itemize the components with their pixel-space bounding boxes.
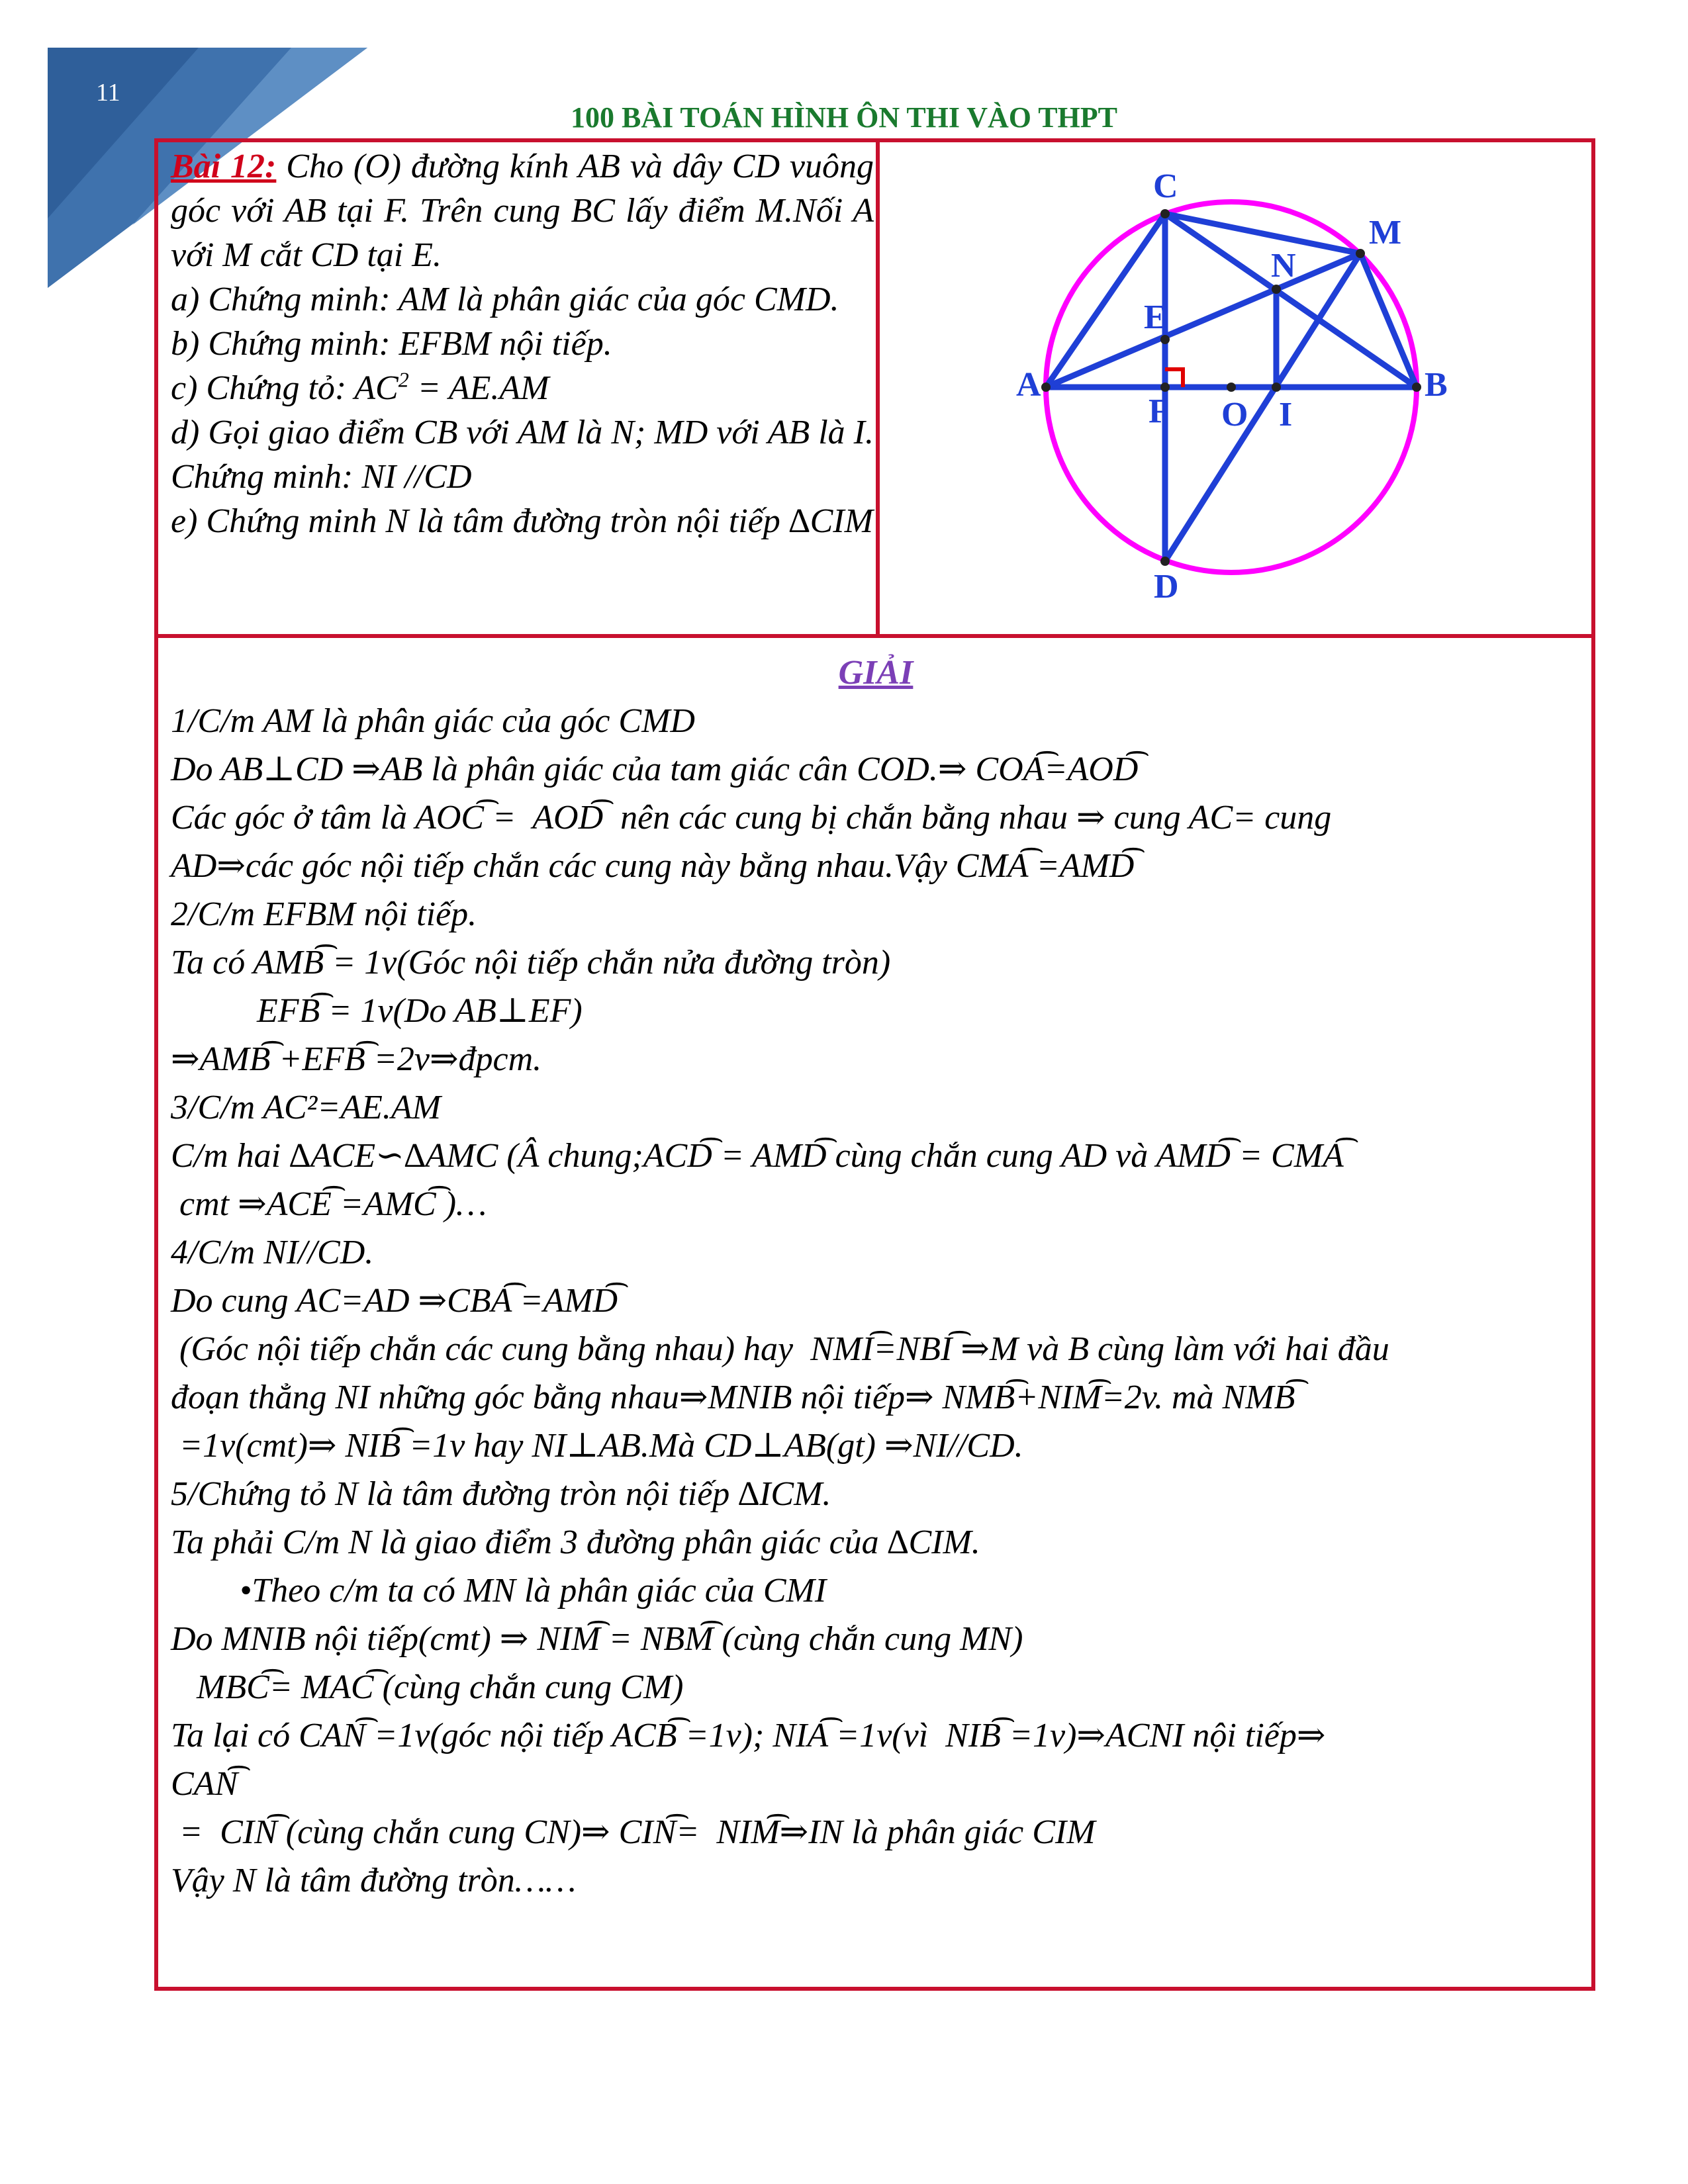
- question-d: d) Gọi giao điểm CB với AM là N; MD với AB là I. Chứng minh: NI //CD: [171, 414, 874, 496]
- solution-line: 2/C/m EFBM nội tiếp.: [171, 895, 477, 933]
- solution-line: Ta có AMB͡ = 1v(Góc nội tiếp chắn nửa đường tròn): [171, 944, 891, 981]
- point-d: [1160, 557, 1170, 566]
- question-c-exponent: 2: [398, 367, 409, 392]
- solution-line: Do cung AC=AD ⇒CBA͡ =AMD͡: [171, 1282, 618, 1320]
- solution-line: Ta phải C/m N là giao điểm 3 đường phân giác của ∆CIM.: [171, 1524, 980, 1561]
- problem-label: Bài 12:: [171, 148, 277, 185]
- solution-line: đoạn thẳng NI những góc bằng nhau⇒MNIB nội tiếp⇒ NMB͡+NIM͡=2v. mà NMB͡: [171, 1379, 1295, 1416]
- point-n: [1272, 285, 1281, 294]
- label-c: C: [1153, 167, 1178, 205]
- solution-line: ⇒AMB͡ +EFB͡ =2v⇒đpcm.: [171, 1040, 542, 1078]
- solution-lines: [171, 697, 1581, 1905]
- solution-line: 3/C/m AC²=AE.AM: [171, 1089, 441, 1126]
- solution-line: 4/C/m NI//CD.: [171, 1234, 374, 1271]
- figure-divider: [876, 138, 880, 638]
- solution-line: cmt ⇒ACE͡ =AMC͡ )…: [171, 1185, 487, 1223]
- page-number: 11: [96, 79, 120, 107]
- page-title: 100 BÀI TOÁN HÌNH ÔN THI VÀO THPT: [570, 101, 1117, 134]
- label-b: B: [1425, 366, 1448, 404]
- label-n: N: [1271, 247, 1296, 285]
- question-b: b) Chứng minh: EFBM nội tiếp.: [171, 325, 612, 363]
- point-c: [1160, 209, 1170, 218]
- point-m: [1356, 249, 1365, 258]
- question-c-suffix: = AE.AM: [408, 369, 549, 407]
- label-o: O: [1221, 396, 1248, 433]
- solution-line: MBC͡= MAC͡ (cùng chắn cung CM): [171, 1668, 684, 1706]
- geometry-figure: [880, 144, 1589, 631]
- solution-line: EFB͡ = 1v(Do AB⊥EF): [171, 992, 583, 1030]
- point-e: [1160, 335, 1170, 344]
- label-d: D: [1154, 568, 1179, 606]
- point-i: [1272, 383, 1281, 392]
- solution-block: [171, 649, 1581, 1905]
- point-o: [1227, 383, 1236, 392]
- solution-line: •Theo c/m ta có MN là phân giác của CMI: [171, 1572, 827, 1610]
- question-c: [171, 366, 874, 410]
- question-e: e) Chứng minh N là tâm đường tròn nội tiếp ∆CIM: [171, 502, 873, 540]
- label-i: I: [1279, 396, 1293, 433]
- label-m: M: [1369, 214, 1402, 251]
- solution-line: Do MNIB nội tiếp(cmt) ⇒ NIM͡ = NBM͡ (cùng chắn cung MN): [171, 1620, 1023, 1658]
- solution-line: 1/C/m AM là phân giác của góc CMD: [171, 702, 695, 740]
- solution-line: C/m hai ∆ACE∽∆AMC (Â chung;ACD͡ = AMD͡ cùng chắn cung AD và AMD͡ = CMA͡: [171, 1137, 1344, 1175]
- point-b: [1412, 383, 1421, 392]
- solution-line: Ta lại có CAN͡ =1v(góc nội tiếp ACB͡ =1v); NIA͡ =1v(vì NIB͡ =1v)⇒ACNI nội tiếp⇒: [171, 1717, 1326, 1754]
- point-a: [1041, 383, 1051, 392]
- solution-line: CAN͡: [171, 1765, 238, 1803]
- problem-intro: [171, 144, 874, 277]
- question-c-prefix: c) Chứng tỏ: AC: [171, 369, 399, 407]
- solution-line: Do AB⊥CD ⇒AB là phân giác của tam giác cân COD.⇒ COA͡=AOD͡: [171, 751, 1139, 788]
- solution-line: =1v(cmt)⇒ NIB͡ =1v hay NI⊥AB.Mà CD⊥AB(gt) ⇒NI//CD.: [171, 1427, 1023, 1465]
- geometry-svg: [880, 144, 1589, 631]
- label-a: A: [1016, 366, 1041, 404]
- question-a: a) Chứng minh: AM là phân giác của góc CMD.: [171, 281, 839, 318]
- solution-line: (Góc nội tiếp chắn các cung bằng nhau) hay NMI͡=NBI͡ ⇒M và B cùng làm với hai đầu: [171, 1330, 1389, 1368]
- label-e: E: [1144, 298, 1167, 336]
- problem-intro-text: Cho (O) đường kính AB và dây CD vuông góc với AB tại F. Trên cung BC lấy điểm M.Nối A với M cắt CD tại E.: [171, 148, 874, 274]
- solution-heading: GIẢI: [838, 654, 914, 692]
- solution-line: = CIN͡ (cùng chắn cung CN)⇒ CIN͡= NIM͡⇒IN là phân giác CIM: [171, 1813, 1096, 1851]
- label-f: F: [1149, 392, 1170, 430]
- point-f: [1160, 383, 1170, 392]
- segment-md: [1165, 253, 1360, 561]
- solution-line: AD⇒các góc nội tiếp chắn các cung này bằng nhau.Vậy CMA͡ =AMD͡: [171, 847, 1135, 885]
- solution-line: Vậy N là tâm đường tròn……: [171, 1862, 577, 1899]
- solution-line: 5/Chứng tỏ N là tâm đường tròn nội tiếp ∆ICM.: [171, 1475, 831, 1513]
- problem-statement: [171, 144, 874, 543]
- solution-line: Các góc ở tâm là AOC͡ = AOD͡ nên các cung bị chắn bằng nhau ⇒ cung AC= cung: [171, 799, 1332, 837]
